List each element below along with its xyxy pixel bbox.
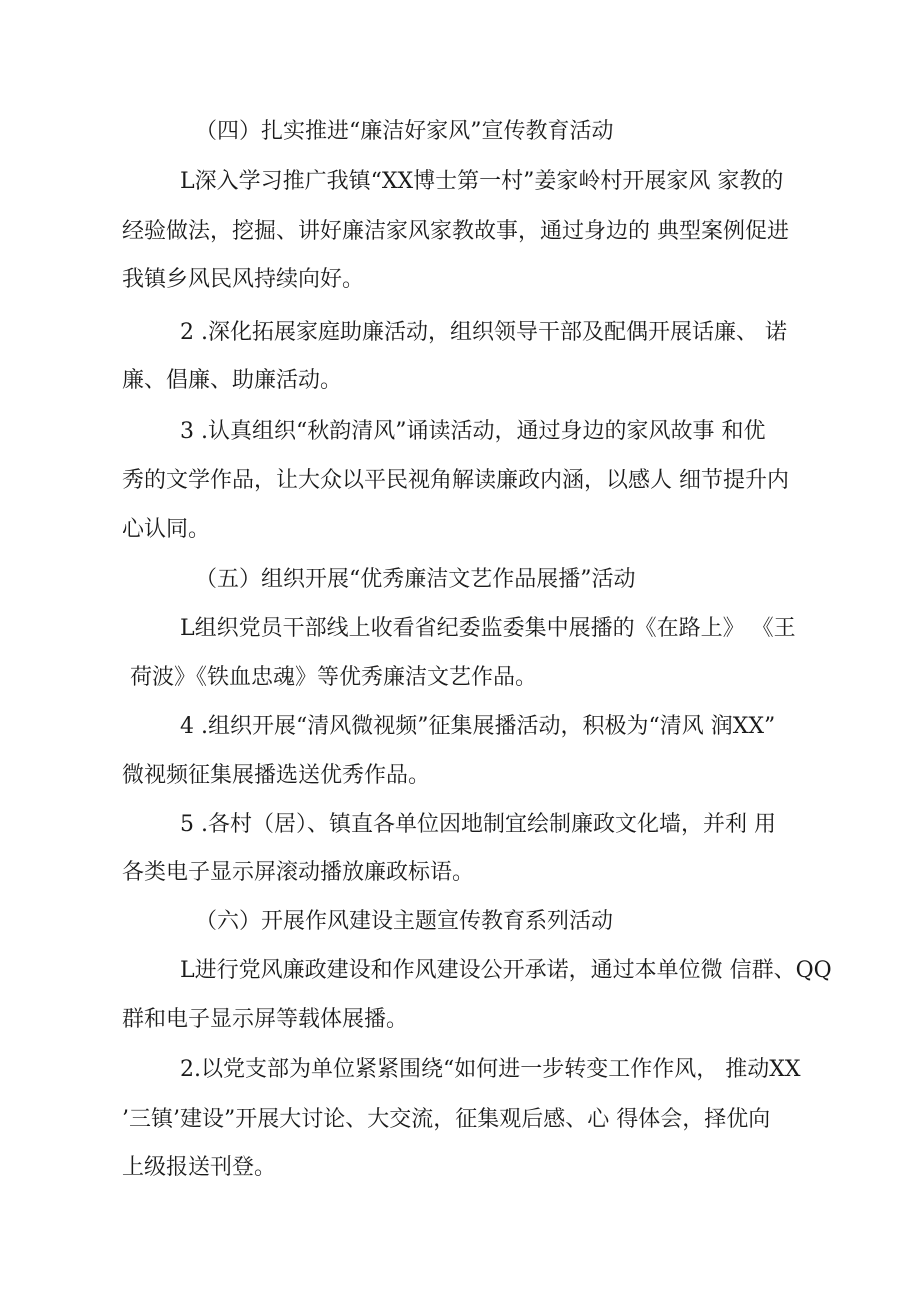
paragraph-line: ’三镇’建设”开展大讨论、大交流，征集观后感、心 得体会，择优向	[122, 1107, 771, 1132]
paragraph-line: L组织党员干部线上收看省纪委监委集中展播的《在路上》 《王	[180, 616, 796, 641]
paragraph-line: 群和电子显示屏等载体展播。	[122, 1007, 409, 1032]
section-five-heading: （五）组织开展“优秀廉洁文艺作品展播”活动	[195, 567, 636, 592]
section-four-heading: （四）扎实推进“廉洁好家风”宣传教育活动	[195, 119, 614, 144]
section-six-heading: （六）开展作风建设主题宣传教育系列活动	[195, 909, 614, 934]
paragraph-line: L深入学习推广我镇“XX博士第一村”姜家岭村开展家风 家教的	[180, 169, 784, 194]
paragraph-line: 4 .组织开展“清风微视频”征集展播活动，积极为“清风 润XX”	[180, 714, 776, 739]
paragraph-line: 3 .认真组织“秋韵清风”诵读活动，通过身边的家风故事 和优	[180, 419, 766, 444]
paragraph-line: 微视频征集展播选送优秀作品。	[122, 763, 431, 788]
paragraph-line: 秀的文学作品，让大众以平民视角解读廉政内涵，以感人 细节提升内	[122, 468, 789, 493]
paragraph-line: 上级报送刊登。	[122, 1155, 277, 1180]
paragraph-line: 荷波》《铁血忠魂》等优秀廉洁文艺作品。	[130, 665, 538, 690]
paragraph-line: 2.以党支部为单位紧紧围绕“如何进一步转变工作作风， 推动XX	[180, 1057, 801, 1082]
paragraph-line: 5 .各村（居）、镇直各单位因地制宜绘制廉政文化墙，并利 用	[180, 812, 776, 837]
paragraph-line: 经验做法，挖掘、讲好廉洁家风家教故事，通过身边的 典型案例促进	[122, 219, 789, 244]
paragraph-line: 我镇乡风民风持续向好。	[122, 267, 365, 292]
paragraph-line: 2 .深化拓展家庭助廉活动，组织领导干部及配偶开展话廉、 诺	[180, 320, 787, 345]
paragraph-line: 心认同。	[122, 517, 211, 542]
paragraph-line: L进行党风廉政建设和作风建设公开承诺，通过本单位微 信群、QQ	[180, 958, 832, 983]
paragraph-line: 廉、倡廉、助廉活动。	[122, 368, 343, 393]
paragraph-line: 各类电子显示屏滚动播放廉政标语。	[122, 860, 475, 885]
